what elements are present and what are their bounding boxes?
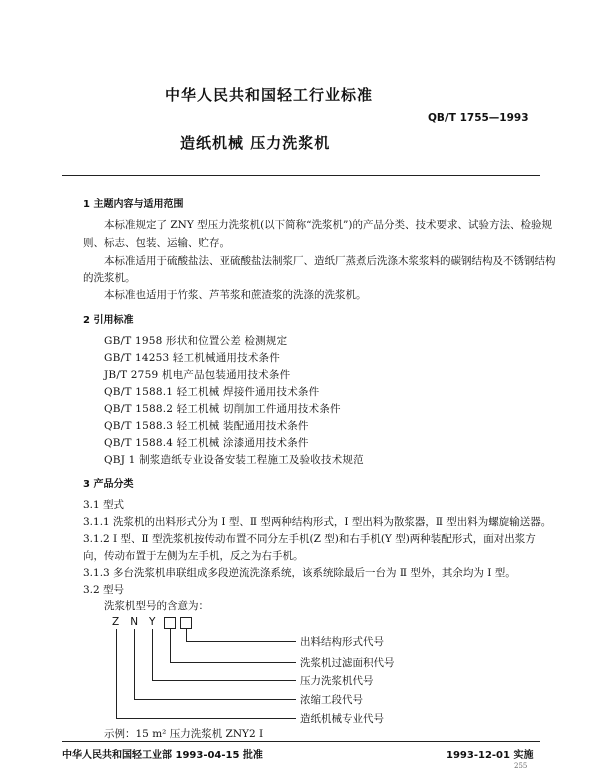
connector-line xyxy=(116,718,296,719)
connector-line xyxy=(116,629,117,718)
connector-line xyxy=(170,629,171,662)
label-papermaking-machinery: 造纸机械专业代号 xyxy=(300,713,384,725)
reference-item: GB/T 1958 形状和位置公差 检测规定 xyxy=(104,335,288,347)
connector-line xyxy=(170,662,296,663)
section-1-heading: 1 主题内容与适用范围 xyxy=(83,199,184,210)
label-filter-area: 洗浆机过滤面积代号 xyxy=(300,657,395,669)
reference-item: JB/T 2759 机电产品包装通用技术条件 xyxy=(104,369,291,381)
clause-3-1-1: 3.1.1 洗浆机的出料形式分为 Ⅰ 型、Ⅱ 型两种结构形式，Ⅰ 型出料为散浆器，Ⅱ 型出料为螺旋输送器。 xyxy=(83,516,552,528)
label-discharge-type: 出料结构形式代号 xyxy=(300,636,384,648)
clause-3-1-2-line-2: 向，传动布置于左侧为左手机，反之为右手机。 xyxy=(83,550,304,562)
reference-item: QBJ 1 制浆造纸专业设备安装工程施工及验收技术规范 xyxy=(104,454,364,466)
section-2-heading: 2 引用标准 xyxy=(83,315,134,326)
reference-item: QB/T 1588.1 轻工机械 焊接件通用技术条件 xyxy=(104,386,320,398)
effective-date: 1993-12-01 实施 xyxy=(446,750,534,761)
page-number: 255 xyxy=(514,762,528,770)
clause-3-1-3: 3.1.3 多台洗浆机串联组成多段逆流洗涤系统，该系统除最后一台为 Ⅱ 型外，其余均为 Ⅰ 型。 xyxy=(83,567,516,579)
model-example: 示例：15 m² 压力洗浆机 ZNY2 Ⅰ xyxy=(104,728,264,740)
s1-paragraph-2-line-1: 本标准适用于硫酸盐法、亚硫酸盐法制浆厂、造纸厂蒸煮后洗涤木浆浆料的碳钢结构及不锈钢结构 xyxy=(104,255,556,267)
connector-line xyxy=(152,629,153,680)
reference-item: QB/T 1588.2 轻工机械 切削加工件通用技术条件 xyxy=(104,403,341,415)
footer-rule xyxy=(62,741,540,742)
standard-code: QB/T 1755—1993 xyxy=(428,112,529,124)
doc-title: 造纸机械 压力洗浆机 xyxy=(180,134,331,152)
s1-paragraph-2-line-2: 的洗浆机。 xyxy=(83,272,136,284)
model-box-area xyxy=(164,617,176,629)
label-pressure-washer: 压力洗浆机代号 xyxy=(300,675,374,687)
approval-info: 中华人民共和国轻工业部 1993-04-15 批准 xyxy=(62,750,263,761)
clause-3-1: 3.1 型式 xyxy=(83,499,125,511)
s1-paragraph-3: 本标准也适用于竹浆、芦苇浆和蔗渣浆的洗涤的洗浆机。 xyxy=(104,289,367,301)
connector-line xyxy=(152,680,296,681)
model-intro: 洗浆机型号的含意为： xyxy=(104,600,209,612)
section-3-heading: 3 产品分类 xyxy=(83,479,134,490)
label-thickening-section: 浓缩工段代号 xyxy=(300,694,363,706)
model-letters: ZNY xyxy=(112,616,167,628)
s1-paragraph-1-line-1: 本标准规定了 ZNY 型压力洗浆机(以下简称“洗浆机”)的产品分类、技术要求、试验方法、检验规 xyxy=(104,219,553,231)
reference-item: QB/T 1588.3 轻工机械 装配通用技术条件 xyxy=(104,420,309,432)
connector-line xyxy=(186,641,296,642)
connector-line xyxy=(134,699,296,700)
header-rule xyxy=(62,175,540,176)
model-box-type xyxy=(180,617,192,629)
connector-line xyxy=(134,629,135,699)
reference-item: GB/T 14253 轻工机械通用技术条件 xyxy=(104,352,280,364)
clause-3-2: 3.2 型号 xyxy=(83,584,125,596)
s1-paragraph-1-line-2: 则、标志、包装、运输、贮存。 xyxy=(83,237,230,249)
reference-item: QB/T 1588.4 轻工机械 涂漆通用技术条件 xyxy=(104,437,309,449)
org-title: 中华人民共和国轻工行业标准 xyxy=(165,86,374,104)
clause-3-1-2-line-1: 3.1.2 Ⅰ 型、Ⅱ 型洗浆机按传动布置不同分左手机(Z 型)和右手机(Y 型)两种装配形式，面对出浆方 xyxy=(83,533,536,545)
connector-line xyxy=(186,629,187,641)
